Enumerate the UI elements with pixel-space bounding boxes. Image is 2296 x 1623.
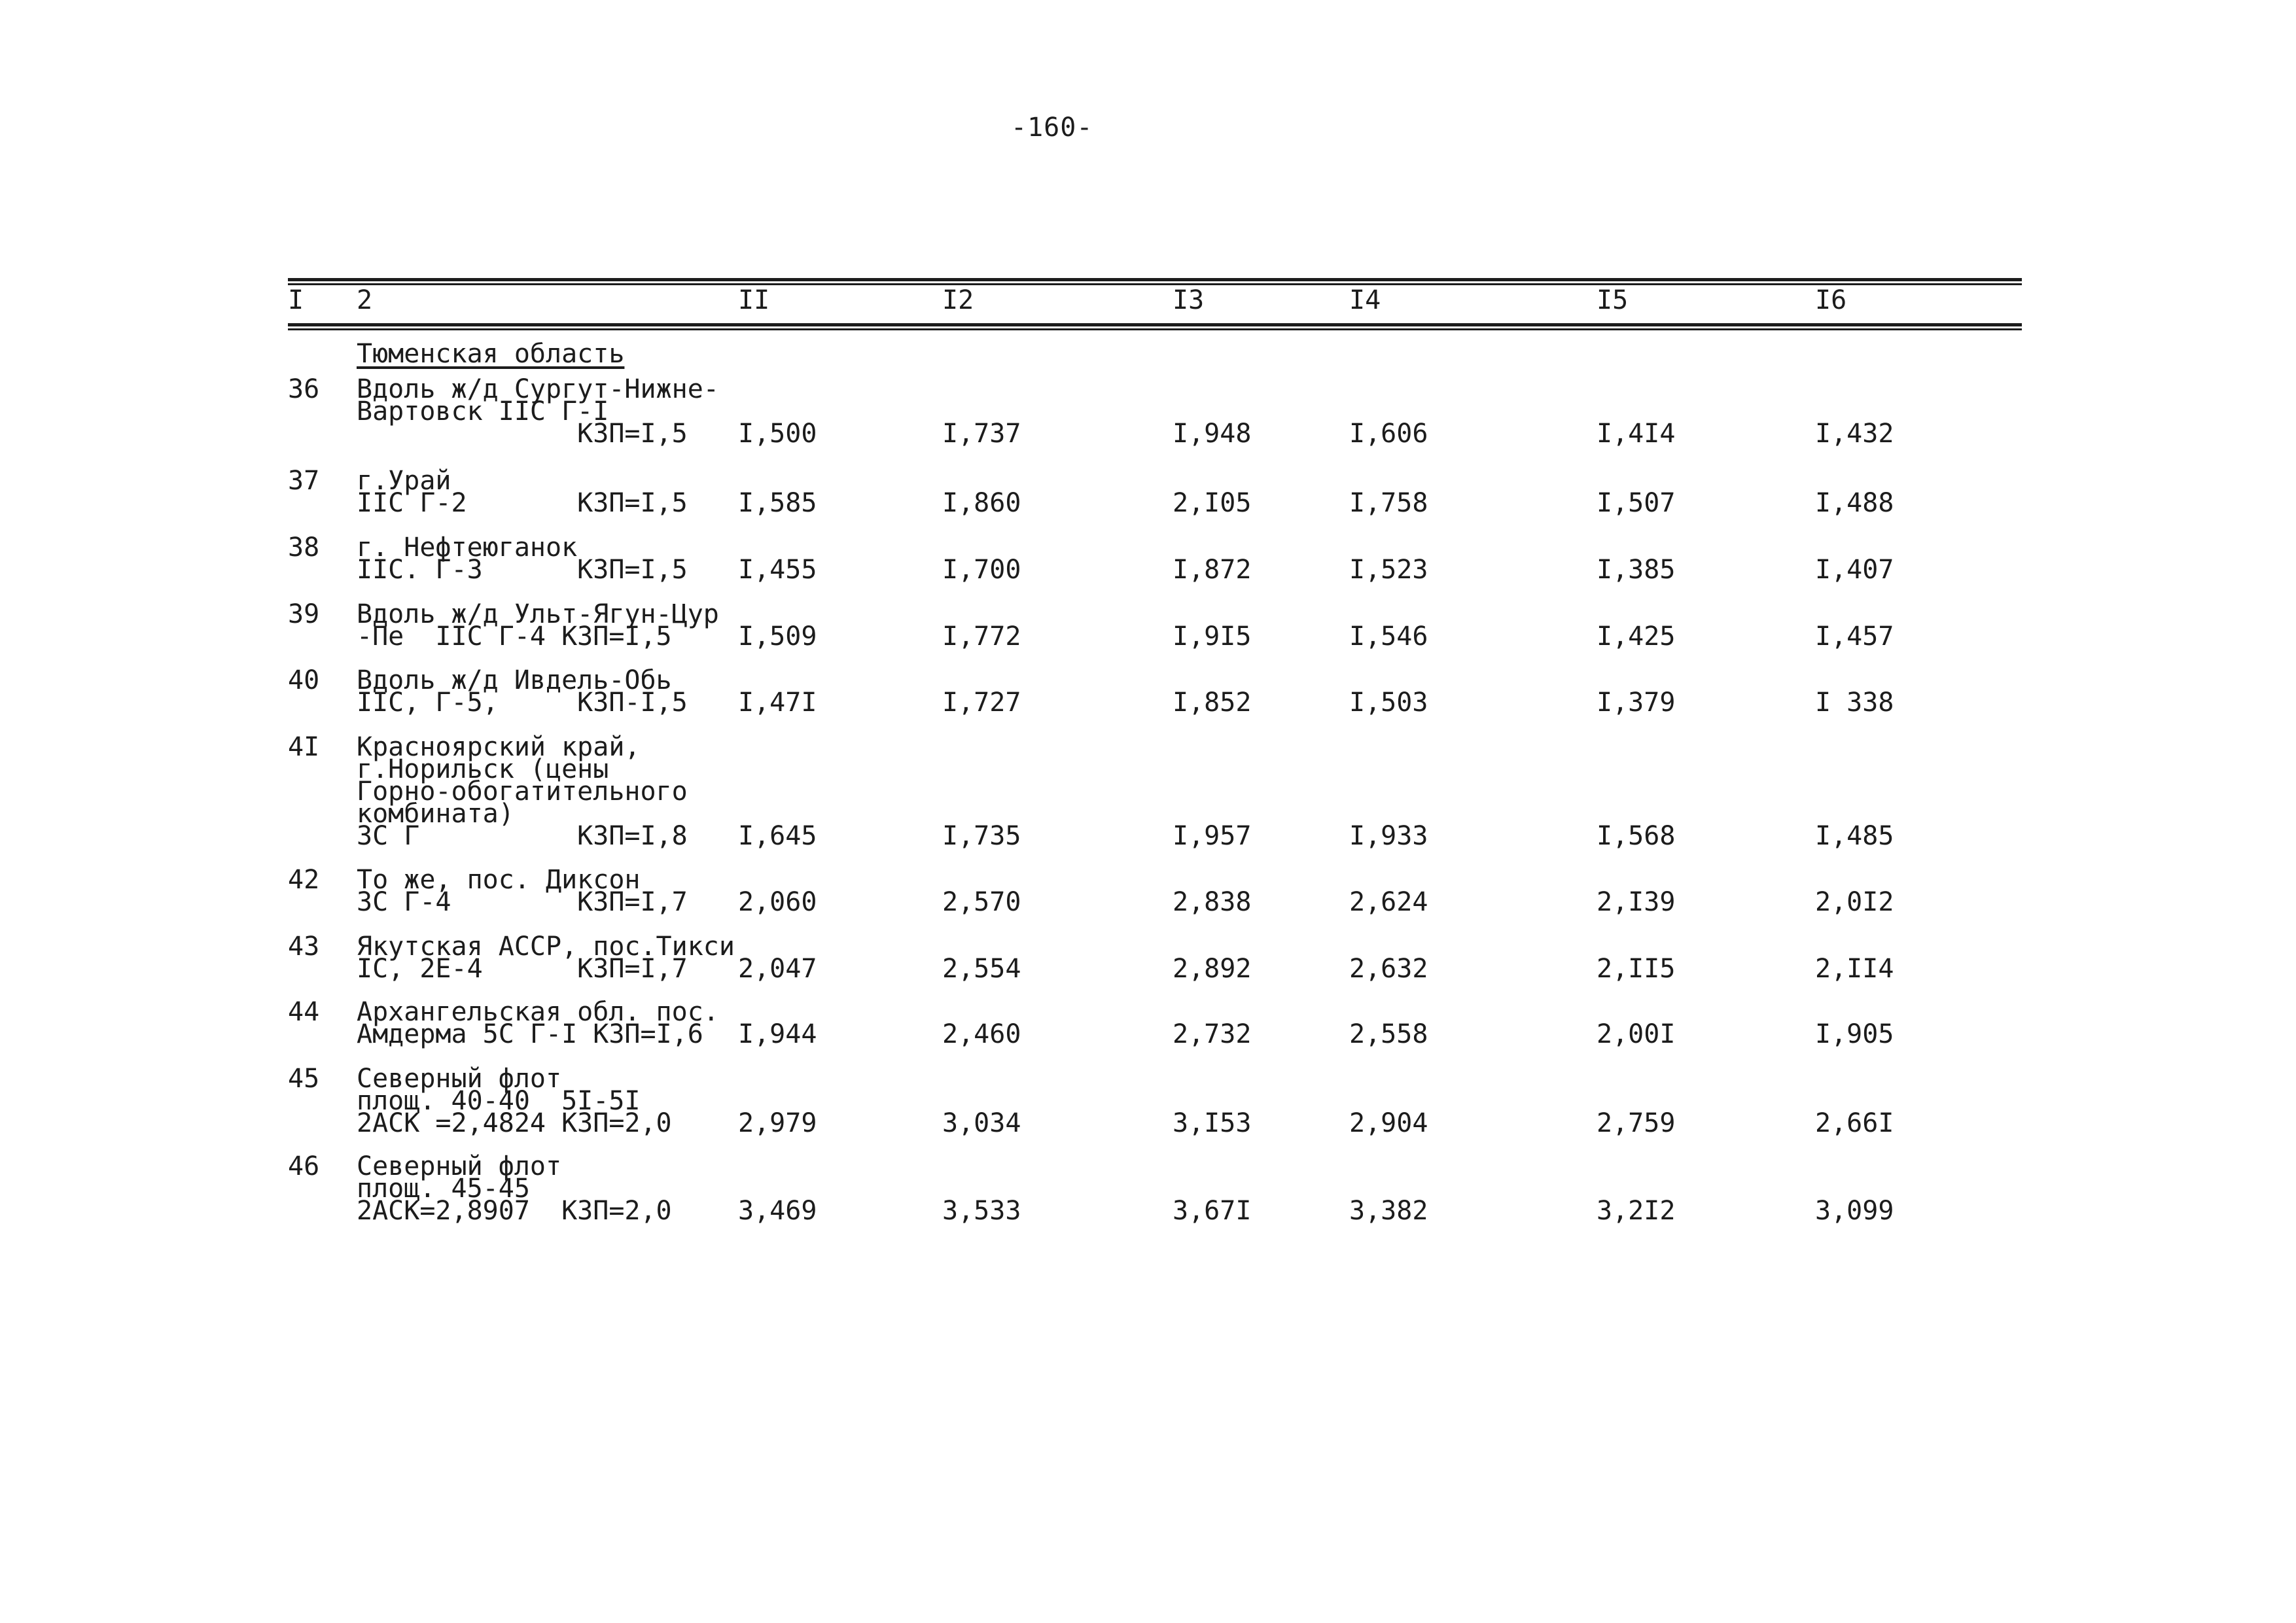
header-bottom-rule (288, 323, 2022, 326)
value-cell: I,523 (1349, 555, 1428, 585)
row-description (357, 1064, 672, 1138)
value-cell: 2,554 (942, 954, 1021, 984)
row-number: 45 (288, 1064, 320, 1094)
page-number: -160- (1011, 113, 1093, 143)
table-top-rule (288, 278, 2022, 281)
value-cell: I,606 (1349, 419, 1428, 449)
value-cell: 3,469 (738, 1196, 817, 1226)
row-description (357, 374, 719, 449)
value-cell: I,432 (1815, 419, 1894, 449)
description-line: г.Норильск (цены (357, 754, 609, 784)
row-number: 40 (288, 665, 320, 695)
header-col-13: I3 (1173, 285, 1205, 315)
value-cell: I,4I4 (1597, 419, 1676, 449)
description-line: КЗП=I,5 (357, 419, 688, 449)
row-number: 46 (288, 1151, 320, 1181)
value-cell: I,933 (1349, 821, 1428, 851)
value-cell: I,509 (738, 621, 817, 652)
value-cell: I,645 (738, 821, 817, 851)
header-col-11: II (738, 285, 770, 315)
description-line: 2АСК=2,8907 КЗП=2,0 (357, 1196, 672, 1226)
header-bottom-rule-inner (288, 328, 2022, 330)
row-number: 36 (288, 374, 320, 404)
row-description (357, 932, 735, 984)
value-cell: 3,I53 (1173, 1108, 1252, 1138)
row-number: 37 (288, 466, 320, 496)
header-col-14: I4 (1349, 285, 1381, 315)
description-line: 3С Г КЗП=I,8 (357, 821, 688, 851)
value-cell: 2,I05 (1173, 488, 1252, 518)
value-cell: I,852 (1173, 688, 1252, 718)
header-col-12: I2 (942, 285, 974, 315)
value-cell: 3,67I (1173, 1196, 1252, 1226)
value-cell: I,772 (942, 621, 1021, 652)
value-cell: 3,099 (1815, 1196, 1894, 1226)
description-line: Амдерма 5С Г-I КЗП=I,6 (357, 1019, 703, 1049)
value-cell: I,500 (738, 419, 817, 449)
value-cell: 2,979 (738, 1108, 817, 1138)
description-line: Архангельская обл. пос. (357, 997, 719, 1027)
value-cell: I,872 (1173, 555, 1252, 585)
description-line: Вдоль ж/д Сургут-Нижне- (357, 374, 719, 404)
row-description (357, 599, 719, 652)
description-line: IIC, Г-5, КЗП-I,5 (357, 688, 688, 718)
value-cell: I,737 (942, 419, 1021, 449)
value-cell: 2,00I (1597, 1019, 1676, 1049)
header-col-16: I6 (1815, 285, 1847, 315)
header-col-1: I (288, 285, 304, 315)
value-cell: I,585 (738, 488, 817, 518)
value-cell: I,455 (738, 555, 817, 585)
row-description (357, 466, 688, 518)
value-cell: I,379 (1597, 688, 1676, 718)
header-col-2: 2 (357, 285, 373, 315)
row-description (357, 1151, 672, 1226)
value-cell: I,457 (1815, 621, 1894, 652)
value-cell: I,727 (942, 688, 1021, 718)
description-line: г. Нефтеюганок (357, 532, 578, 563)
description-line: Вдоль ж/д Ивдель-Обь (357, 665, 672, 695)
value-cell: 2,838 (1173, 887, 1252, 917)
value-cell: I 338 (1815, 688, 1894, 718)
value-cell: 3,382 (1349, 1196, 1428, 1226)
row-number: 38 (288, 532, 320, 563)
description-line: Северный флот (357, 1151, 562, 1181)
row-description (357, 532, 688, 585)
value-cell: 3,533 (942, 1196, 1021, 1226)
description-line: г.Урай (357, 466, 451, 496)
description-line: площ. 45-45 (357, 1174, 530, 1204)
value-cell: 2,904 (1349, 1108, 1428, 1138)
value-cell: 2,732 (1173, 1019, 1252, 1049)
value-cell: I,948 (1173, 419, 1252, 449)
value-cell: I,860 (942, 488, 1021, 518)
value-cell: 2,060 (738, 887, 817, 917)
description-line: Вдоль ж/д Ульт-Ягун-Цур (357, 599, 719, 629)
value-cell: 2,66I (1815, 1108, 1894, 1138)
value-cell: I,507 (1597, 488, 1676, 518)
value-cell: 3,2I2 (1597, 1196, 1676, 1226)
value-cell: I,503 (1349, 688, 1428, 718)
description-line: IIC Г-2 КЗП=I,5 (357, 488, 688, 518)
description-line: Красноярский край, (357, 732, 641, 762)
description-line: IIC. Г-3 КЗП=I,5 (357, 555, 688, 585)
description-line: Вартовск IIC Г-I (357, 396, 609, 427)
value-cell: I,425 (1597, 621, 1676, 652)
value-cell: 2,II5 (1597, 954, 1676, 984)
value-cell: I,407 (1815, 555, 1894, 585)
description-line: IC, 2Е-4 КЗП=I,7 (357, 954, 688, 984)
row-number: 4I (288, 732, 320, 762)
value-cell: I,9I5 (1173, 621, 1252, 652)
description-line: То же, пос. Диксон (357, 865, 641, 895)
description-line: Северный флот (357, 1064, 562, 1094)
value-cell: I,568 (1597, 821, 1676, 851)
row-number: 44 (288, 997, 320, 1027)
value-cell: I,957 (1173, 821, 1252, 851)
row-number: 39 (288, 599, 320, 629)
value-cell: I,700 (942, 555, 1021, 585)
value-cell: 2,570 (942, 887, 1021, 917)
description-line: Якутская АССР, пос.Тикси (357, 932, 735, 962)
value-cell: 2,0I2 (1815, 887, 1894, 917)
value-cell: 2,624 (1349, 887, 1428, 917)
value-cell: 2,892 (1173, 954, 1252, 984)
row-description (357, 865, 688, 917)
description-line: -Пе IIC Г-4 КЗП=I,5 (357, 621, 672, 652)
header-col-15: I5 (1597, 285, 1629, 315)
value-cell: I,546 (1349, 621, 1428, 652)
description-line: площ. 40-40 5I-5I (357, 1086, 641, 1116)
value-cell: I,758 (1349, 488, 1428, 518)
value-cell: I,488 (1815, 488, 1894, 518)
value-cell: 3,034 (942, 1108, 1021, 1138)
description-line: 2АСК =2,4824 КЗП=2,0 (357, 1108, 672, 1138)
description-line: комбината) (357, 799, 514, 829)
section-title: Тюменская область (357, 339, 625, 369)
value-cell: 2,047 (738, 954, 817, 984)
table-top-rule-inner (288, 283, 2022, 285)
value-cell: 2,632 (1349, 954, 1428, 984)
description-line: 3С Г-4 КЗП=I,7 (357, 887, 688, 917)
value-cell: I,905 (1815, 1019, 1894, 1049)
row-description (357, 665, 688, 718)
value-cell: 2,759 (1597, 1108, 1676, 1138)
value-cell: I,47I (738, 688, 817, 718)
row-description (357, 732, 688, 851)
row-number: 43 (288, 932, 320, 962)
row-number: 42 (288, 865, 320, 895)
description-line: Горно-обогатительного (357, 777, 688, 807)
value-cell: 2,558 (1349, 1019, 1428, 1049)
value-cell: I,485 (1815, 821, 1894, 851)
value-cell: 2,II4 (1815, 954, 1894, 984)
value-cell: I,385 (1597, 555, 1676, 585)
value-cell: 2,460 (942, 1019, 1021, 1049)
value-cell: 2,I39 (1597, 887, 1676, 917)
value-cell: I,735 (942, 821, 1021, 851)
value-cell: I,944 (738, 1019, 817, 1049)
row-description (357, 997, 719, 1049)
